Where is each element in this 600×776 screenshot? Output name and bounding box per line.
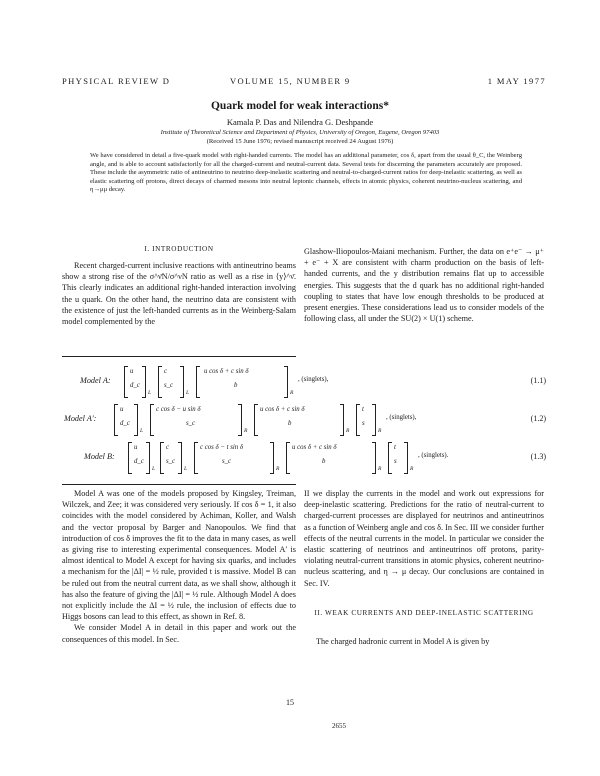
bracket-right <box>372 404 376 436</box>
doublet-bottom: b <box>234 382 238 389</box>
doublet-bottom: b <box>288 420 292 427</box>
page-code: 2655 <box>332 722 346 730</box>
issue-date: 1 MAY 1977 <box>487 76 546 86</box>
doublet-bottom: s <box>362 420 365 427</box>
equation-model-b <box>62 440 546 478</box>
subscript-r: R <box>346 428 350 434</box>
doublet-top: c <box>164 368 168 375</box>
subscript-r: R <box>276 466 280 472</box>
section-2-text <box>304 636 544 647</box>
equation-number: (1.3) <box>530 452 546 461</box>
bracket-right <box>178 442 182 474</box>
abstract: We have considered in detail a five-quark model with right-handed currents. The model has an additional parameter, cos δ, apart from the usual θ_C, the Weinberg angle, and is able to account satisfactorily for all the charged-current and neutral-current data. Several tests for discerning the parameters accurately are proposed. These include the asymmetric ratio of antineutrino to neutrino deep-inelastic scattering and neutral-to-charged-current ratios for deep-inelastic scattering, as well as elastic scattering off protons, direct decays of charmed mesons into neutral leptonic channels, effects in atomic physics, coherent neutrino-nucleus scattering, and η→μμ decay. <box>90 152 522 193</box>
page-number: 15 <box>286 698 294 707</box>
equation-note: , (singlets), <box>298 376 329 383</box>
journal-name: PHYSICAL REVIEW D <box>62 76 171 86</box>
body-paragraph: The charged hadronic current in Model A is given by <box>316 637 490 646</box>
doublet-top: c cos δ − t sin δ <box>200 444 243 451</box>
doublet-top: t <box>362 406 364 413</box>
bracket-left <box>286 442 290 474</box>
body-paragraph: II we display the currents in the model and work out expressions for deep-inelastic scattering. Predictions for the ratio of neutral-current to charged-current processes are displayed for neutrinos and antineutrinos as a function of Weinberg angle and cos δ. In Sec. III we consider further effects of the neutral currents in the model. In particular we consider the elastic scattering of neutrinos and antineutrinos off protons, parity-violating neutral-current transitions in atomic physics, coherent neutrino-nucleus scattering, and η → μ decay. Our conclusions are contained in Sec. IV. <box>304 489 544 588</box>
subscript-l: L <box>152 466 156 472</box>
subscript-r: R <box>378 466 382 472</box>
doublet-top: u cos δ + c sin δ <box>260 406 305 413</box>
bracket-left <box>124 366 128 398</box>
doublet-top: u <box>120 406 124 413</box>
equation-note: , (singlets), <box>386 414 417 421</box>
intro-paragraph-left: Recent charged-current inclusive reactions with antineutrino beams show a strong rise of the σ^ν̄N/σ^νN ratio as well as a rise in ⟨y⟩^ν̄. This clearly indicates an additional right-handed interaction involving the u quark. On the other hand, the neutrino data are consistent with the existence of just the left-handed currents as in the Weinberg-Salam model complemented by the <box>62 261 296 327</box>
bracket-right <box>284 366 288 398</box>
subscript-l: L <box>148 390 152 396</box>
intro-right-column <box>304 246 544 324</box>
intro-left-column <box>62 260 296 327</box>
equation-number: (1.1) <box>530 376 546 385</box>
affiliation: Institute of Theoretical Science and Department of Physics, University of Oregon, Eugene, Oregon 97403 <box>160 129 440 136</box>
doublet-top: u cos δ + c sin δ <box>292 444 337 451</box>
equation-label: Model A′: <box>64 414 97 423</box>
doublet-bottom: d_c <box>120 420 130 427</box>
equation-label: Model B: <box>84 452 115 461</box>
equation-model-a-prime <box>62 402 546 440</box>
doublet-bottom: s_c <box>186 420 196 427</box>
doublet-bottom: s_c <box>222 458 232 465</box>
subscript-l: L <box>186 390 190 396</box>
column-rule-bottom <box>62 484 296 485</box>
equation-model-a <box>62 364 546 402</box>
authors: Kamala P. Das and Nilendra G. Deshpande <box>226 117 374 127</box>
bracket-left <box>114 404 118 436</box>
bracket-left <box>160 442 164 474</box>
body-right-column <box>304 488 544 589</box>
body-left-column <box>62 488 296 645</box>
doublet-top: u <box>134 444 138 451</box>
doublet-bottom: d_c <box>134 458 144 465</box>
doublet-top: u <box>130 368 134 375</box>
received-dates: (Received 15 June 1976; revised manuscript received 24 August 1976) <box>206 138 394 145</box>
bracket-right <box>180 366 184 398</box>
bracket-left <box>150 404 154 436</box>
doublet-top: c cos δ − u sin δ <box>156 406 201 413</box>
subscript-l: L <box>140 428 144 434</box>
doublet-top: c <box>166 444 170 451</box>
body-paragraph: Model A was one of the models proposed by Kingsley, Treiman, Wilczek, and Zee; it was considered very seriously. If cos δ = 1, it also coincides with the model considered by Achiman, Koller, and Walsh and the vector proposal by Barger and Nanopoulos. We find that introduction of cos δ improves the fit to the data in many cases, as well as giving rise to interesting experimental consequences. Model A′ is almost identical to Model A except for having six quarks, and includes a mechanism for the |ΔI| = ½ rule, provided t is massive. Model B can be ruled out from the neutral current data, as we shall show, although it has also the feature of giving the |ΔI| = ½ rule. Although Model A does not explicitly include the ΔI = ½ rule, the inclusion of effects due to Higgs bosons can lead to this effect, as shown in Ref. 8. <box>62 489 296 622</box>
bracket-right <box>372 442 376 474</box>
doublet-bottom: s_c <box>166 458 176 465</box>
bracket-left <box>254 404 258 436</box>
section-2-heading: II. WEAK CURRENTS AND DEEP-INELASTIC SCATTERING <box>314 609 534 617</box>
doublet-bottom: s_c <box>164 382 174 389</box>
column-rule-top <box>62 356 296 357</box>
doublet-bottom: d_c <box>130 382 140 389</box>
equation-label: Model A: <box>80 376 111 385</box>
bracket-left <box>128 442 132 474</box>
doublet-bottom: s <box>394 458 397 465</box>
bracket-right <box>146 442 150 474</box>
doublet-bottom: b <box>322 458 326 465</box>
running-head <box>62 76 546 88</box>
doublet-top: t <box>394 444 396 451</box>
subscript-r: R <box>290 390 294 396</box>
bracket-right <box>134 404 138 436</box>
bracket-left <box>196 366 200 398</box>
bracket-right <box>404 442 408 474</box>
subscript-r: R <box>410 466 414 472</box>
subscript-r: R <box>378 428 382 434</box>
doublet-top: u cos δ + c sin δ <box>204 368 249 375</box>
volume-number: VOLUME 15, NUMBER 9 <box>230 76 351 86</box>
body-paragraph: We consider Model A in detail in this paper and work out the consequences of this model. In Sec. <box>62 623 296 644</box>
section-1-heading: I. INTRODUCTION <box>144 245 214 253</box>
bracket-right <box>238 404 242 436</box>
bracket-left <box>356 404 360 436</box>
paper-title: Quark model for weak interactions* <box>210 100 390 112</box>
bracket-left <box>388 442 392 474</box>
equation-note: , (singlets). <box>418 452 449 459</box>
bracket-left <box>194 442 198 474</box>
intro-paragraph-right: Glashow-Iliopoulos-Maiani mechanism. Further, the data on e⁺e⁻ → μ⁺ + e⁻ + X are consistent with charm production on the basis of left-handed currents, and the y distribution remains flat up to accessible energies. This suggests that the d quark has no additional right-handed coupling to states that have low enough thresholds to be produced at present energies. These considerations lead us to consider models of the following class, all under the SU(2) × U(1) scheme. <box>304 247 544 324</box>
equation-number: (1.2) <box>530 414 546 423</box>
subscript-r: R <box>244 428 248 434</box>
bracket-left <box>158 366 162 398</box>
bracket-right <box>142 366 146 398</box>
bracket-right <box>340 404 344 436</box>
subscript-l: L <box>184 466 188 472</box>
bracket-right <box>270 442 274 474</box>
